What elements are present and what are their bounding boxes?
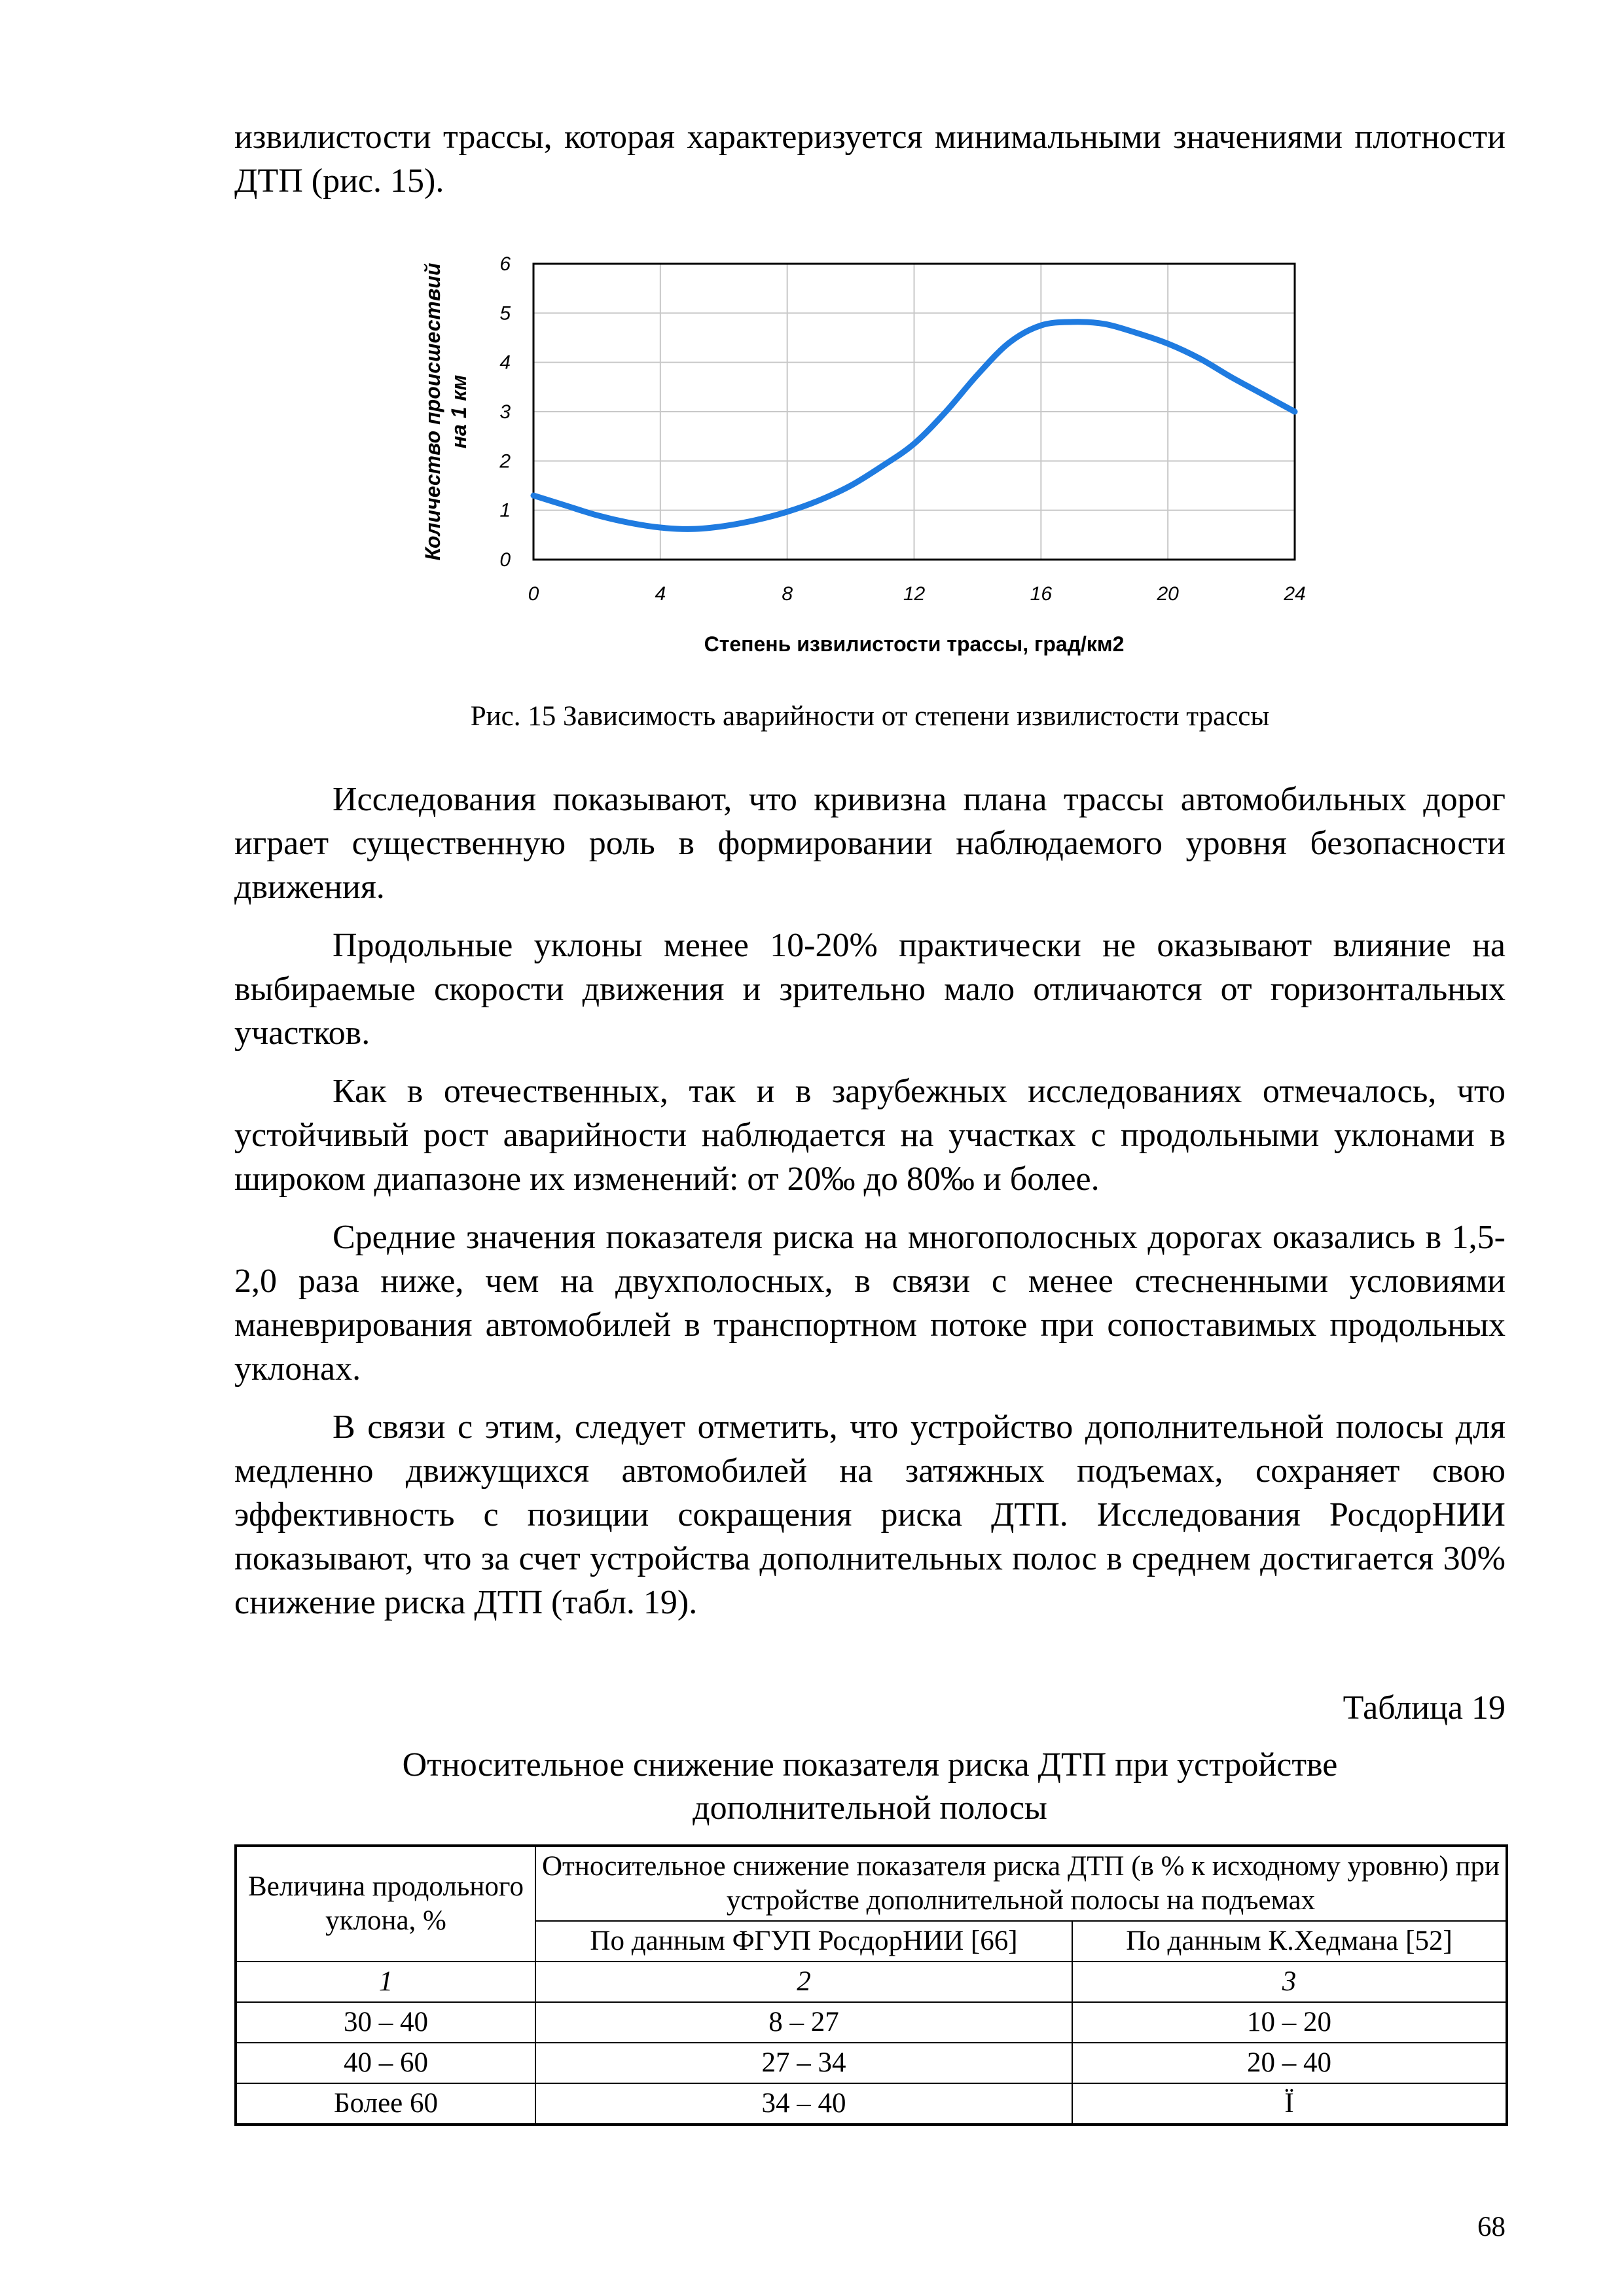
header-slope: Величина продольного уклона, % [236, 1846, 535, 1962]
cell: 27 – 34 [535, 2043, 1072, 2083]
paragraph: Как в отечественных, так и в зарубежных исследованиях отмечалось, что устойчивый рост аварийности наблюдается на участках с продольными уклонами в широком диапазоне их изменений: от 20‰ до 80‰ и более. [234, 1073, 1506, 1198]
x-tick-label: 0 [528, 583, 539, 605]
y-tick-label: 4 [499, 351, 511, 374]
x-tick-label: 20 [1157, 583, 1179, 605]
y-tick-label: 0 [499, 549, 511, 571]
y-tick-label: 1 [499, 499, 511, 522]
col-number: 3 [1072, 1962, 1507, 2002]
x-tick-label: 12 [903, 583, 926, 605]
plot-area [421, 253, 1306, 656]
intro-paragraph [234, 115, 1506, 203]
figure-caption: Рис. 15 Зависимость аварийности от степени извилистости трассы [470, 701, 1270, 732]
col-number: 2 [535, 1962, 1072, 2002]
table-title-line: дополнительной полосы [693, 1789, 1047, 1827]
cell: 40 – 60 [236, 2043, 535, 2083]
header-reduction: Относительное снижение показателя риска ДТП (в % к исходному уровню) при устройстве дополнительной полосы на подъемах [535, 1846, 1507, 1921]
x-tick-label: 24 [1284, 583, 1306, 605]
table-title-line: Относительное снижение показателя риска ДТП при устройстве [402, 1746, 1338, 1784]
y-tick-label: 6 [499, 253, 511, 275]
y-tick-label: 3 [499, 401, 511, 423]
paragraph: Исследования показывают, что кривизна плана трассы автомобильных дорог играет существенную роль в формировании наблюдаемого уровня безопасности движения. [234, 781, 1506, 906]
x-tick-label: 8 [782, 583, 793, 605]
header-hedman: По данным К.Хедмана [52] [1072, 1921, 1507, 1962]
y-tick-label: 5 [499, 302, 511, 325]
table-row [236, 2043, 1507, 2083]
cell: 10 – 20 [1072, 2002, 1507, 2043]
cell: Ï [1072, 2083, 1507, 2125]
cell: 20 – 40 [1072, 2043, 1507, 2083]
intro-text: извилистости трассы, которая характеризуется минимальными значениями плотности ДТП (рис. 15). [234, 118, 1506, 200]
table-19 [234, 1844, 1508, 2126]
table-row [236, 2083, 1507, 2125]
table-label: Таблица 19 [1343, 1689, 1506, 1727]
y-axis-label: Количество происшествий [421, 262, 444, 561]
cell: 34 – 40 [535, 2083, 1072, 2125]
paragraph: Средние значения показателя риска на многополосных дорогах оказались в 1,5-2,0 раза ниже, чем на двухполосных, в связи с менее стесненными условиями маневрирования автомобилей в транспортном потоке при сопоставимых продольных уклонах. [234, 1219, 1506, 1388]
y-axis-label: на 1 км [447, 374, 471, 449]
header-rosdornii: По данным ФГУП РосдорНИИ [66] [535, 1921, 1072, 1962]
cell: 30 – 40 [236, 2002, 535, 2043]
y-tick-label: 2 [499, 450, 511, 473]
paragraph: Продольные уклоны менее 10-20% практически не оказывают влияние на выбираемые скорости движения и зрительно мало отличаются от горизонтальных участков. [234, 927, 1506, 1052]
page-number: 68 [1477, 2212, 1506, 2242]
paragraph: В связи с этим, следует отметить, что устройство дополнительной полосы для медленно движущихся автомобилей на затяжных подъемах, сохраняет свою эффективность с позиции сокращения риска ДТП. Исследования РосдорНИИ показывают, что за счет устройства дополнительных полос в среднем достигается 30% снижение риска ДТП (табл. 19). [234, 1408, 1506, 1621]
col-number: 1 [236, 1962, 535, 2002]
x-axis-label: Степень извилистости трассы, град/км2 [704, 632, 1125, 656]
cell: Более 60 [236, 2083, 535, 2125]
table-title [234, 1744, 1506, 1830]
figure-15-chart [367, 232, 1322, 664]
body-text [234, 778, 1506, 1639]
x-tick-label: 4 [655, 583, 666, 605]
table-row [236, 2002, 1507, 2043]
cell: 8 – 27 [535, 2002, 1072, 2043]
x-tick-label: 16 [1030, 583, 1053, 605]
